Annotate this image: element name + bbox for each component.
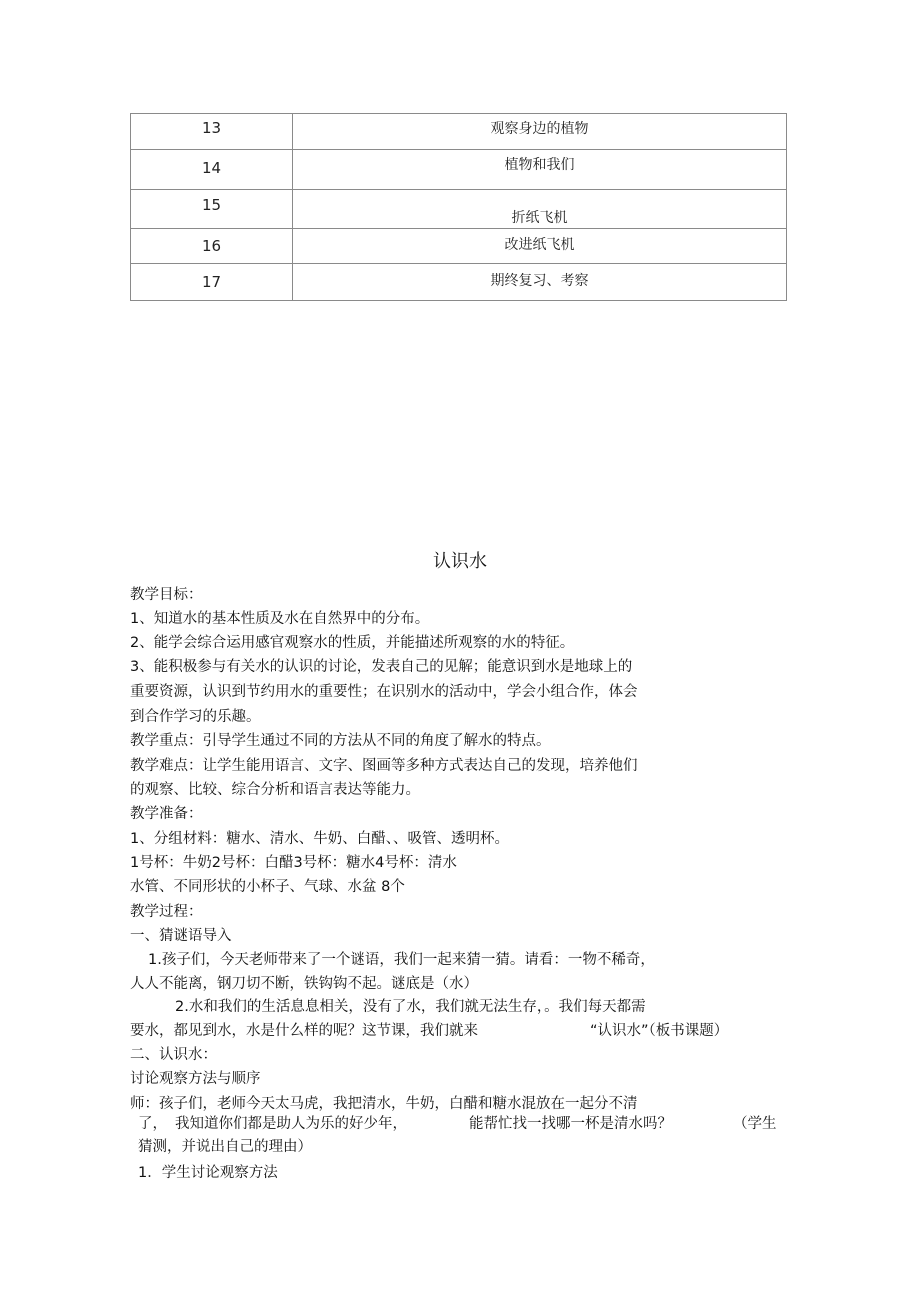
process-line: 我知道你们都是助人为乐的好少年， bbox=[175, 1116, 407, 1132]
objective-line: 3、能积极参与有关水的认识的讨论，发表自己的见解；能意识到水是地球上的 bbox=[130, 659, 633, 675]
process-step-heading: 一、猜谜语导入 bbox=[130, 928, 232, 944]
process-step-heading: 二、认识水： bbox=[130, 1047, 217, 1063]
process-line: 师：孩子们，老师今天太马虎，我把清水，牛奶，白醋和糖水混放在一起分不清 bbox=[130, 1096, 638, 1112]
lesson-number: 16 bbox=[131, 229, 293, 264]
lesson-topic: 改进纸飞机 bbox=[293, 229, 787, 264]
table-row bbox=[131, 150, 787, 190]
lesson-topic: 观察身边的植物 bbox=[293, 114, 787, 150]
preparation-line: 1、分组材料：糖水、清水、牛奶、白醋、、吸管、透明杯。 bbox=[130, 831, 509, 847]
lesson-number: 15 bbox=[131, 190, 293, 229]
objective-line: 重要资源，认识到节约用水的重要性；在识别水的活动中，学会小组合作，体会 bbox=[130, 684, 638, 700]
process-line: 要水，都见到水，水是什么样的呢？这节课，我们就来 bbox=[130, 1023, 478, 1039]
process-line: 2.水和我们的生活息息相关，没有了水，我们就无法生存，。我们每天都需 bbox=[175, 999, 646, 1015]
process-step-heading: 1．学生讨论观察方法 bbox=[138, 1165, 278, 1181]
objective-line: 1、知道水的基本性质及水在自然界中的分布。 bbox=[130, 611, 430, 627]
schedule-table bbox=[130, 113, 787, 301]
difficulty-line: 的观察、比较、综合分析和语言表达等能力。 bbox=[130, 782, 420, 798]
table-row bbox=[131, 229, 787, 264]
preparation-line: 1号杯：牛奶2号杯：白醋3号杯：糖水4号杯：清水 bbox=[130, 855, 457, 871]
objective-line: 到合作学习的乐趣。 bbox=[130, 709, 261, 725]
process-line: 猜测，并说出自己的理由） bbox=[138, 1139, 312, 1155]
process-line: 1.孩子们，今天老师带来了一个谜语，我们一起来猜一猜。请看：一物不稀奇， bbox=[148, 952, 655, 968]
lesson-topic: 期终复习、考察 bbox=[293, 264, 787, 301]
lesson-number: 14 bbox=[131, 150, 293, 190]
table-row bbox=[131, 190, 787, 229]
objective-line: 2、能学会综合运用感官观察水的性质，并能描述所观察的水的特征。 bbox=[130, 635, 575, 651]
lesson-number: 17 bbox=[131, 264, 293, 301]
process-line: 讨论观察方法与顺序 bbox=[130, 1071, 261, 1087]
lesson-topic: 折纸飞机 bbox=[293, 190, 787, 229]
table-row bbox=[131, 264, 787, 301]
key-point-line: 教学重点：引导学生通过不同的方法从不同的角度了解水的特点。 bbox=[130, 733, 551, 749]
process-line: 人人不能离，钢刀切不断，铁钩钩不起。谜底是（水） bbox=[130, 976, 478, 992]
section-heading-objectives: 教学目标： bbox=[130, 587, 203, 603]
process-line: 了， bbox=[138, 1116, 167, 1132]
process-line: （学生 bbox=[733, 1116, 777, 1132]
process-line: 能帮忙找一找哪一杯是清水吗？ bbox=[469, 1116, 672, 1132]
lesson-topic: 植物和我们 bbox=[293, 150, 787, 190]
table-row bbox=[131, 114, 787, 150]
preparation-line: 水管、不同形状的小杯子、气球、水盆 8个 bbox=[130, 879, 405, 895]
process-line-board-title: “认识水”（板书课题） bbox=[590, 1023, 729, 1039]
lesson-number: 13 bbox=[131, 114, 293, 150]
difficulty-line: 教学难点：让学生能用语言、文字、图画等多种方式表达自己的发现，培养他们 bbox=[130, 758, 638, 774]
lesson-title: 认识水 bbox=[433, 551, 487, 572]
section-heading-preparation: 教学准备： bbox=[130, 806, 203, 822]
section-heading-process: 教学过程： bbox=[130, 904, 203, 920]
